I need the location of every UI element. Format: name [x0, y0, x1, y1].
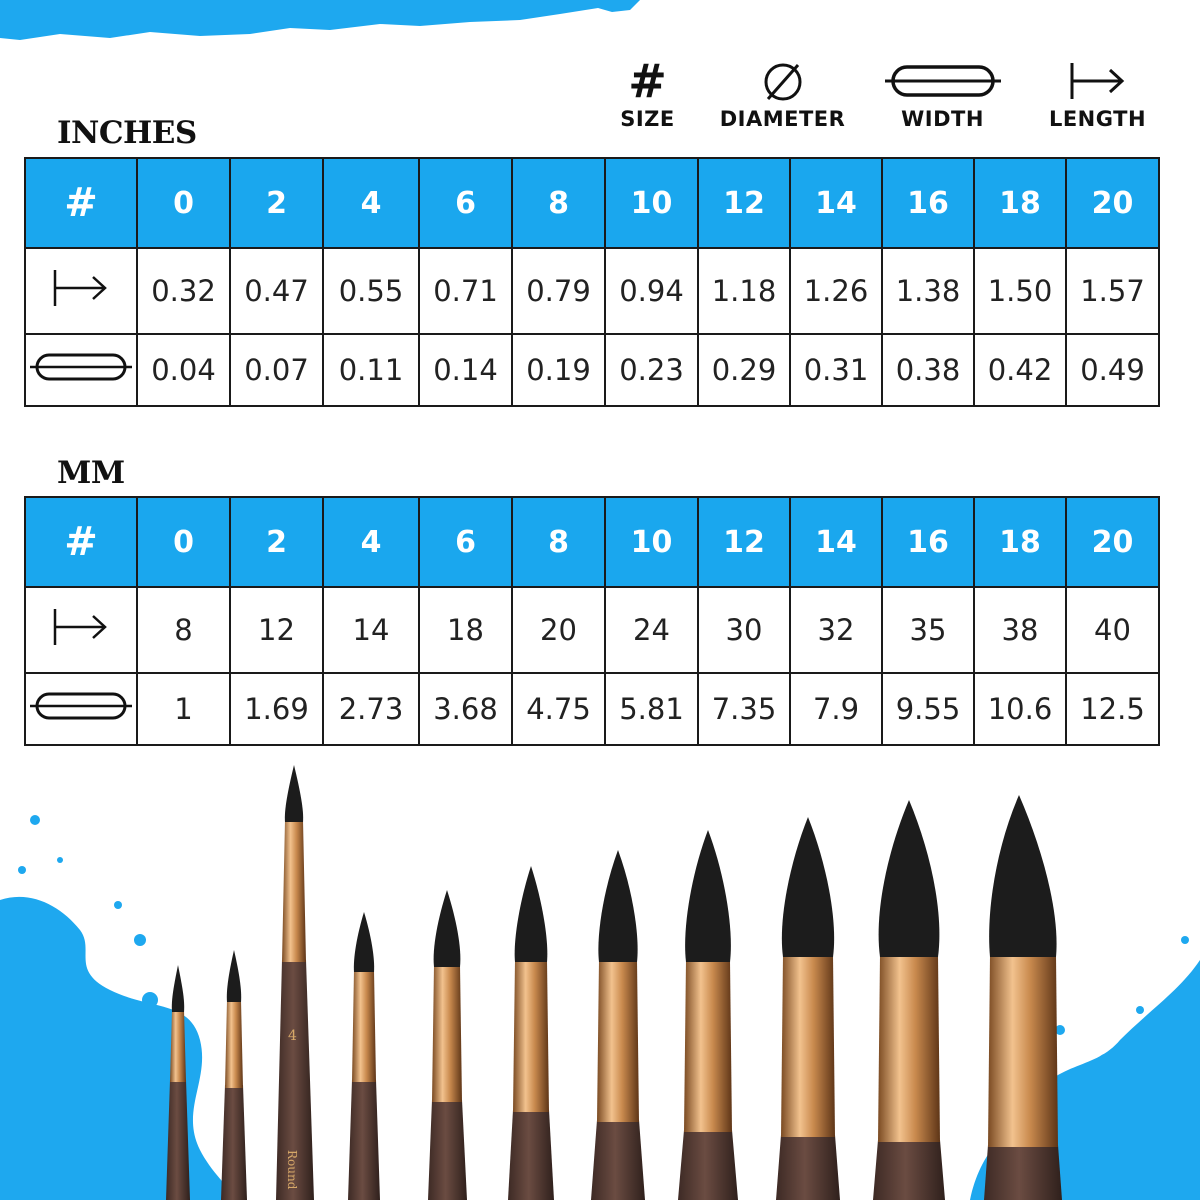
size-header-cell: 14 [790, 158, 882, 248]
brush-size-16 [776, 817, 840, 1200]
brush-handle-size-number: 4 [288, 1028, 297, 1044]
size-header-cell: 10 [605, 497, 698, 587]
mm-table [24, 496, 1160, 746]
length-value: 20 [512, 587, 605, 673]
length-row [25, 248, 1159, 334]
brush-size-12 [591, 850, 645, 1200]
size-header-cell: 2 [230, 497, 323, 587]
brush-size-8 [428, 890, 467, 1200]
width-value: 0.11 [323, 334, 419, 406]
length-row-icon-cell [25, 248, 137, 334]
size-header-cell: 8 [512, 497, 605, 587]
legend-size [600, 55, 695, 131]
length-value: 0.32 [137, 248, 230, 334]
length-value: 0.71 [419, 248, 512, 334]
size-header-cell: 12 [698, 158, 790, 248]
size-header-cell: 8 [512, 158, 605, 248]
length-value: 1.18 [698, 248, 790, 334]
size-header-cell: # [25, 497, 137, 587]
length-value: 1.57 [1066, 248, 1159, 334]
length-icon [51, 266, 111, 310]
size-header-cell: 6 [419, 497, 512, 587]
brush-size-18 [873, 800, 945, 1200]
diameter-icon [760, 58, 806, 104]
brush-size-4 [276, 765, 314, 1200]
length-row [25, 587, 1159, 673]
size-header-cell: 20 [1066, 158, 1159, 248]
length-icon [1068, 59, 1128, 103]
brush-size-2 [221, 950, 247, 1200]
width-value: 0.14 [419, 334, 512, 406]
length-icon [51, 605, 111, 649]
width-row-icon-cell [25, 334, 137, 406]
paint-splash-left [0, 815, 240, 1200]
width-value: 0.49 [1066, 334, 1159, 406]
length-value: 40 [1066, 587, 1159, 673]
width-value: 5.81 [605, 673, 698, 745]
size-header-cell: 14 [790, 497, 882, 587]
length-value: 38 [974, 587, 1066, 673]
size-header-cell: 4 [323, 158, 419, 248]
width-value: 0.31 [790, 334, 882, 406]
length-value: 0.47 [230, 248, 323, 334]
width-row [25, 334, 1159, 406]
length-row-icon-cell [25, 587, 137, 673]
width-value: 2.73 [323, 673, 419, 745]
inches-table [24, 157, 1160, 407]
brush-size-20 [984, 795, 1062, 1200]
length-value: 24 [605, 587, 698, 673]
width-value: 0.07 [230, 334, 323, 406]
legend-diameter [715, 55, 850, 131]
width-value: 0.42 [974, 334, 1066, 406]
width-value: 4.75 [512, 673, 605, 745]
width-value: 0.38 [882, 334, 974, 406]
size-header-cell: 18 [974, 158, 1066, 248]
width-value: 1 [137, 673, 230, 745]
length-value: 18 [419, 587, 512, 673]
width-value: 10.6 [974, 673, 1066, 745]
size-header-cell: 16 [882, 497, 974, 587]
size-header-cell: 2 [230, 158, 323, 248]
width-value: 7.9 [790, 673, 882, 745]
legend-length [1040, 55, 1155, 131]
inches-title: INCHES [57, 115, 197, 151]
legend-label: LENGTH [1048, 107, 1147, 131]
paint-splash-top [0, 0, 640, 50]
length-value: 0.79 [512, 248, 605, 334]
mm-title: MM [57, 455, 125, 491]
brushes-illustration [0, 750, 1200, 1200]
brush-size-10 [508, 866, 554, 1200]
size-header-cell: 20 [1066, 497, 1159, 587]
legend-width [880, 55, 1005, 131]
width-value: 7.35 [698, 673, 790, 745]
size-header-cell: 10 [605, 158, 698, 248]
length-value: 0.55 [323, 248, 419, 334]
length-value: 1.26 [790, 248, 882, 334]
brush-handle-name: Round [285, 1150, 299, 1190]
hash-icon: # [628, 54, 667, 108]
width-value: 0.29 [698, 334, 790, 406]
width-value: 9.55 [882, 673, 974, 745]
size-header-cell: 12 [698, 497, 790, 587]
legend [600, 55, 1160, 145]
length-value: 30 [698, 587, 790, 673]
length-value: 12 [230, 587, 323, 673]
width-value: 12.5 [1066, 673, 1159, 745]
width-icon [30, 689, 132, 723]
brush-size-14 [678, 830, 738, 1200]
size-header-row [25, 497, 1159, 587]
length-value: 32 [790, 587, 882, 673]
length-value: 14 [323, 587, 419, 673]
length-value: 0.94 [605, 248, 698, 334]
width-value: 3.68 [419, 673, 512, 745]
size-header-row [25, 158, 1159, 248]
width-row-icon-cell [25, 673, 137, 745]
width-row [25, 673, 1159, 745]
size-header-cell: # [25, 158, 137, 248]
legend-label: WIDTH [901, 107, 984, 131]
length-value: 35 [882, 587, 974, 673]
length-value: 8 [137, 587, 230, 673]
width-icon [885, 61, 1001, 101]
size-header-cell: 6 [419, 158, 512, 248]
size-header-cell: 0 [137, 158, 230, 248]
legend-label: SIZE [620, 107, 675, 131]
length-value: 1.38 [882, 248, 974, 334]
size-header-cell: 18 [974, 497, 1066, 587]
brush-size-6 [348, 912, 380, 1200]
width-icon [30, 350, 132, 384]
legend-label: DIAMETER [719, 107, 846, 131]
size-header-cell: 16 [882, 158, 974, 248]
size-header-cell: 4 [323, 497, 419, 587]
size-header-cell: 0 [137, 497, 230, 587]
width-value: 1.69 [230, 673, 323, 745]
width-value: 0.04 [137, 334, 230, 406]
width-value: 0.19 [512, 334, 605, 406]
length-value: 1.50 [974, 248, 1066, 334]
width-value: 0.23 [605, 334, 698, 406]
